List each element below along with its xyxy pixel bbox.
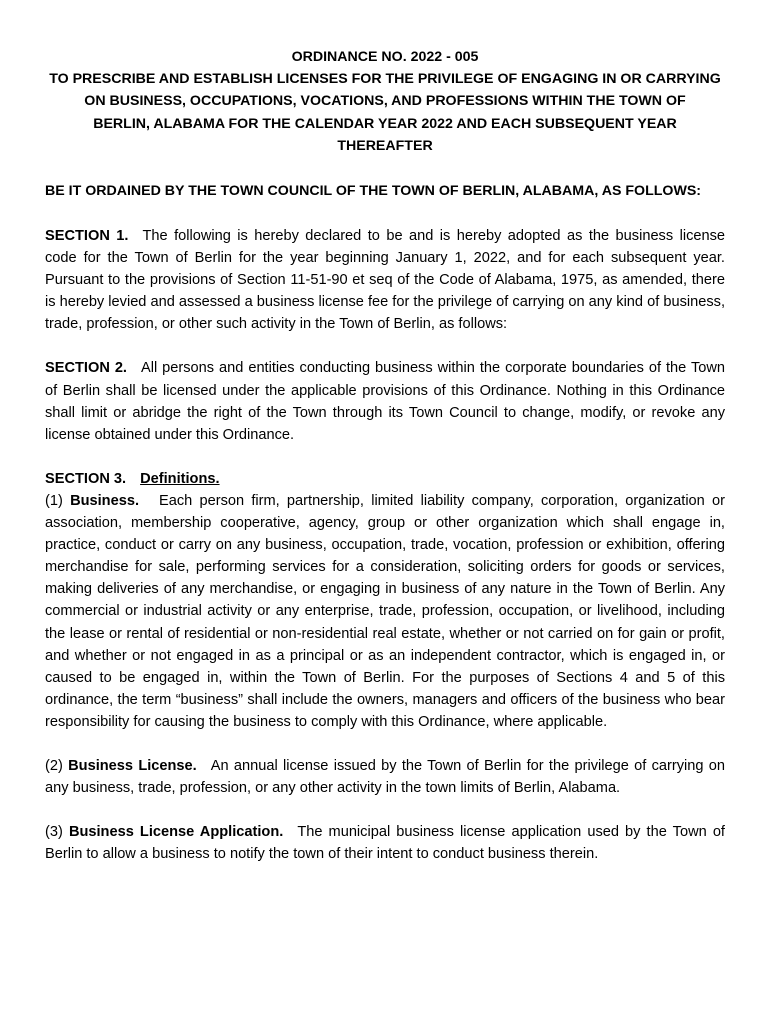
section-1-text: The following is hereby declared to be and is hereby adopted as the business license code for the Town of Berlin for the year beginning January 1, 2022, and for each subsequent year. Pursuant to the provisions of Section 11-51-90 et seq of the Code of Alabama, 1975, as amended, there is hereby levied and assessed a business license fee for the privilege of carrying on any kind of business, trade, profession, or other such activity in the Town of Berlin, as follows: — [45, 228, 726, 333]
definition-business-license-application — [45, 821, 725, 865]
definition-number: (3) — [45, 824, 63, 841]
definition-number: (1) — [45, 492, 63, 509]
ordinance-number: ORDINANCE NO. 2022 - 005 — [291, 49, 479, 65]
ordained-clause: BE IT ORDAINED BY THE TOWN COUNCIL OF THE TOWN OF BERLIN, ALABAMA, AS FOLLOWS: — [45, 183, 702, 200]
section-3-subheading: Definitions. — [140, 470, 220, 487]
definition-text-business: Each person firm, partnership, limited liability company, corporation, organization or association, membership cooperative, agency, group or other organization which shall engage in, practice, conduct or carry on any business, occupation, trade, vocation, profession or exhibition, offering merchandise for sale, performing services for a consideration, soliciting orders for goods or services, making deliveries of any merchandise, or engaging in business of any nature in the Town of Berlin. Any commercial or industrial activity or any enterprise, trade, profession, occupation, or livelihood, including the lease or rental of residential or non-residential real estate, whether or not carried on for gain or profit, and whether or not engaged in as a principal or as an independent contractor, which is engaged in, or caused to be engaged in, within the Town of Berlin. For the purposes of Sections 4 and 5 of this ordinance, the term “business” shall include the owners, managers and officers of the business who bear responsibility for causing the business to comply with this Ordinance, where applicable. — [45, 492, 725, 730]
definition-term-business-license: Business License. — [68, 757, 197, 774]
section-2 — [45, 357, 725, 445]
section-2-heading: SECTION 2. — [45, 360, 127, 377]
title-line: TO PRESCRIBE AND ESTABLISH LICENSES FOR THE PRIVILEGE OF ENGAGING IN OR CARRYING — [49, 71, 721, 88]
ordinance-title — [45, 46, 725, 157]
definition-term-business: Business. — [70, 492, 140, 509]
section-1 — [45, 225, 725, 335]
title-line: BERLIN, ALABAMA FOR THE CALENDAR YEAR 2022 AND EACH SUBSEQUENT YEAR — [93, 115, 677, 132]
section-3-heading: SECTION 3. — [45, 470, 127, 487]
definition-business-license — [45, 755, 725, 799]
section-1-heading: SECTION 1. — [45, 228, 129, 245]
section-2-text: All persons and entities conducting business within the corporate boundaries of the Town of Berlin shall be licensed under the applicable provisions of this Ordinance. Nothing in this Ordinance shall limit or abridge the right of the Town through its Town Council to change, modify, or revoke any license obtained under this Ordinance. — [45, 360, 726, 443]
definition-number: (2) — [45, 757, 63, 774]
definition-text-business-license-application: The municipal business license application used by the Town of Berlin to allow a business to notify the town of their intent to conduct business therein. — [45, 824, 725, 863]
title-line: ON BUSINESS, OCCUPATIONS, VOCATIONS, AND PROFESSIONS WITHIN THE TOWN OF — [84, 93, 686, 110]
definition-term-business-license-application: Business License Application. — [68, 824, 284, 841]
section-3 — [45, 468, 725, 733]
definition-text-business-license: An annual license issued by the Town of Berlin for the privilege of carrying on any business, trade, profession, or any other activity in the town limits of Berlin, Alabama. — [45, 757, 726, 797]
title-line: THEREAFTER — [337, 137, 433, 154]
